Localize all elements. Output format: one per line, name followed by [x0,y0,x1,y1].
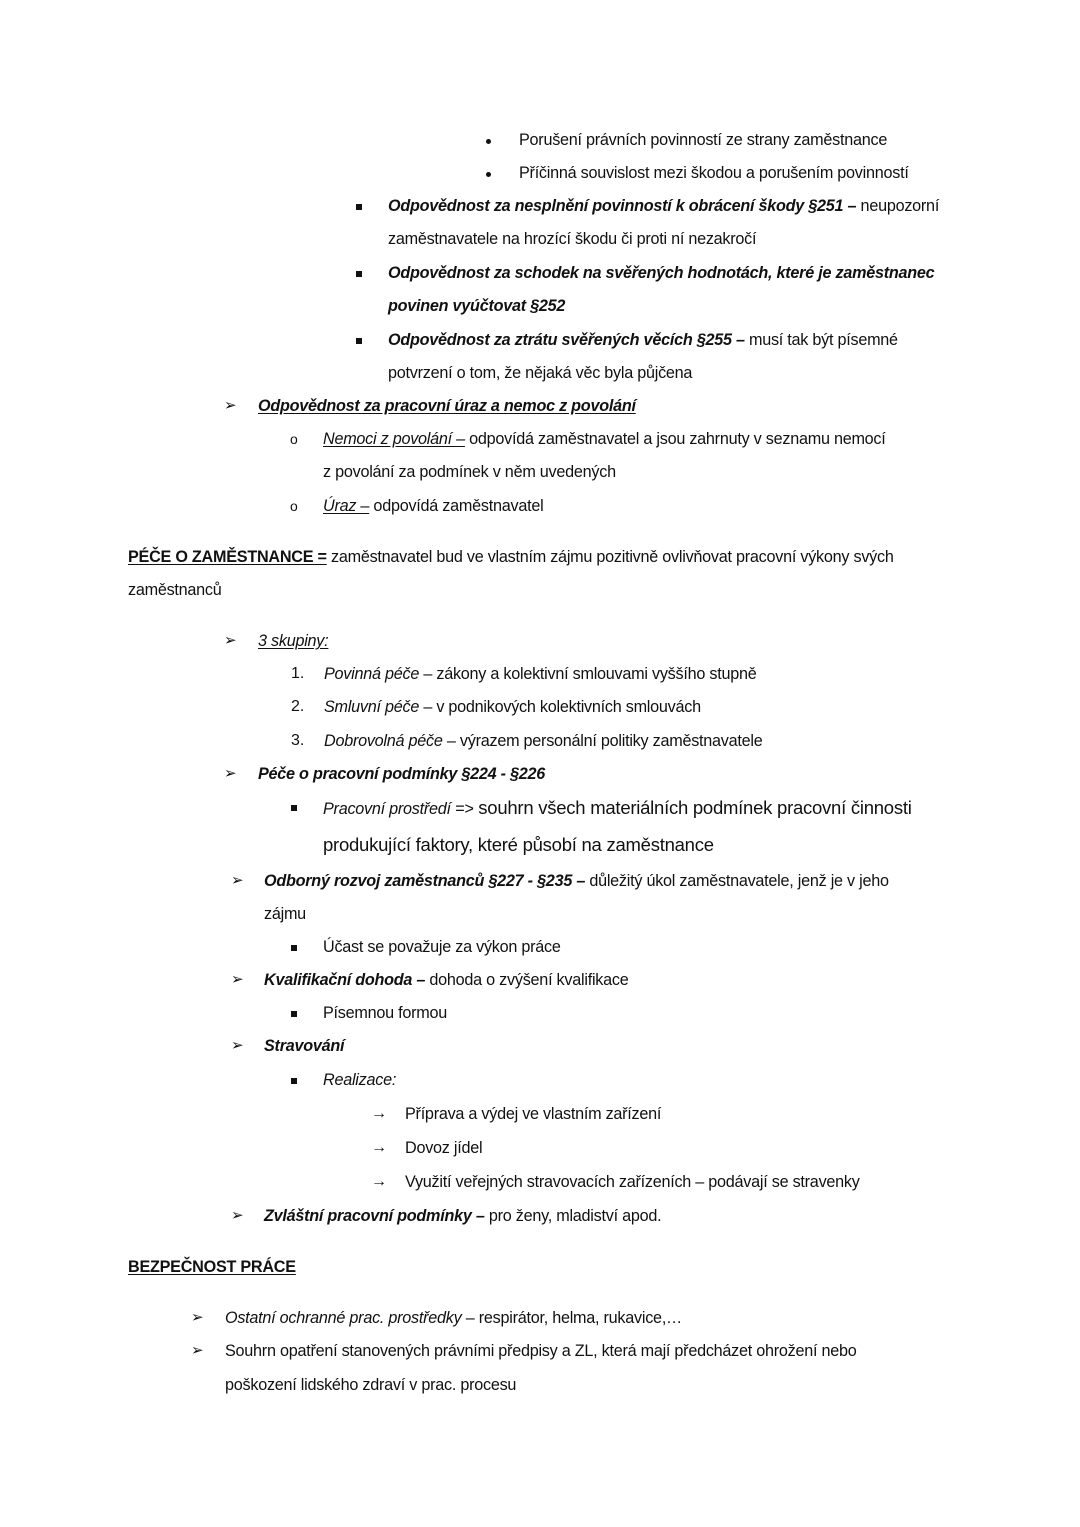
item-text-cont: potvrzení o tom, že nějaká věc byla půjčena [388,364,693,382]
square-bullet-icon [356,263,362,283]
list-item: Účast se považuje za výkon práce [323,938,561,956]
subsection-heading: Zvláštní pracovní podmínky – [264,1207,485,1225]
square-bullet-icon [356,330,362,350]
item-text-cont: poškození lidského zdraví v prac. procesu [225,1376,517,1394]
item-term: Nemoci z povolání – [323,430,465,448]
list-item [388,196,939,216]
square-bullet-icon [356,196,362,216]
item-text-cont: z povolání za podmínek v něm uvedených [323,463,616,481]
item-term: Povinná péče [324,665,420,683]
list-number: 2. [291,698,305,715]
bullet-icon [486,163,491,183]
circle-bullet-icon: o [290,431,298,447]
square-bullet-icon [291,937,297,957]
item-text: odpovídá zaměstnavatel a jsou zahrnuty v seznamu nemocí [464,430,886,448]
item-term: Úraz – [323,497,370,515]
bullet-icon [486,130,491,150]
item-text-cont: zájmu [264,905,306,923]
circle-bullet-icon: o [290,498,298,514]
groups-heading: 3 skupiny: [258,632,329,650]
item-text: – respirátor, helma, rukavice,… [461,1309,682,1327]
item-text: musí tak být písemné [744,331,898,349]
list-item: Využití veřejných stravovacích zařízeních – podávají se stravenky [405,1173,860,1191]
list-item [323,496,543,516]
item-text: – zákony a kolektivní smlouvami vyššího stupně [419,665,757,683]
item-term: Pracovní prostředí => [323,800,474,818]
section-heading: BEZPEČNOST PRÁCE [128,1258,296,1276]
list-item: Příprava a výdej ve vlastním zařízení [405,1105,662,1123]
square-bullet-icon [291,1003,297,1023]
section-heading: Odpovědnost za pracovní úraz a nemoc z povolání [258,397,636,415]
arrow-right-icon: → [371,1173,387,1190]
list-item: Příčinná souvislost mezi škodou a porušením povinností [519,164,909,182]
item-title-cont: povinen vyúčtovat §252 [388,297,566,315]
list-number: 1. [291,665,305,682]
list-number: 3. [291,732,305,749]
item-title: Odpovědnost za schodek na svěřených hodnotách, které je zaměstnanec [388,264,935,282]
item-text: dohoda o zvýšení kvalifikace [425,971,629,989]
arrow-right-icon: → [371,1105,387,1122]
subsection-heading: Odborný rozvoj zaměstnanců §227 - §235 – [264,872,586,890]
list-item [388,330,898,350]
item-text: odpovídá zaměstnavatel [369,497,544,515]
list-item: Písemnou formou [323,1004,448,1022]
item-term: Dobrovolná péče [324,732,443,750]
arrowhead-bullet-icon: ➢ [224,765,237,782]
arrowhead-bullet-icon: ➢ [224,397,237,414]
list-item [264,871,889,891]
item-term: Ostatní ochranné prac. prostředky [225,1309,462,1327]
list-item: Porušení právních povinností ze strany zaměstnance [519,131,888,149]
definition-text: zaměstnavatel bud ve vlastním zájmu pozitivně ovlivňovat pracovní výkony svých [326,548,894,566]
list-item: Dovoz jídel [405,1139,483,1157]
list-item [225,1308,682,1328]
item-text: – výrazem personální politiky zaměstnavatele [442,732,763,750]
item-text: pro ženy, mladiství apod. [484,1207,662,1225]
item-text-cont: zaměstnavatele na hrozící škodu či proti ní nezakročí [388,230,757,248]
square-bullet-icon [291,797,297,817]
list-item [323,429,886,449]
list-item [264,1206,661,1226]
definition-text-cont: zaměstnanců [128,581,222,599]
item-term: Smluvní péče [324,698,420,716]
list-item [324,697,701,717]
subsection-heading: Kvalifikační dohoda – [264,971,426,989]
list-item [324,731,763,751]
square-bullet-icon [291,1070,297,1090]
arrow-right-icon: → [371,1139,387,1156]
list-item: Realizace: [323,1071,397,1089]
section-heading: PÉČE O ZAMĚSTNANCE = [128,548,327,566]
arrowhead-bullet-icon: ➢ [191,1309,204,1326]
item-text: důležitý úkol zaměstnavatele, jenž je v jeho [585,872,889,890]
list-item [323,796,912,820]
item-text: – v podnikových kolektivních smlouvách [419,698,701,716]
care-definition [128,547,894,567]
arrowhead-bullet-icon: ➢ [231,1207,244,1224]
arrowhead-bullet-icon: ➢ [191,1342,204,1359]
item-title: Odpovědnost za ztrátu svěřených věcích §255 – [388,331,745,349]
arrowhead-bullet-icon: ➢ [224,632,237,649]
arrowhead-bullet-icon: ➢ [231,971,244,988]
list-item [264,970,628,990]
item-title: Odpovědnost za nesplnění povinností k obrácení škody §251 – [388,197,857,215]
list-item: Souhrn opatření stanovených právními předpisy a ZL, která mají předcházet ohrožení nebo [225,1342,857,1360]
item-text-cont: produkující faktory, které působí na zaměstnance [323,834,714,855]
item-text: souhrn všech materiálních podmínek pracovní činnosti [473,797,912,818]
list-item [324,664,756,684]
subsection-heading: Péče o pracovní podmínky §224 - §226 [258,765,546,783]
subsection-heading: Stravování [264,1037,345,1055]
arrowhead-bullet-icon: ➢ [231,1037,244,1054]
arrowhead-bullet-icon: ➢ [231,872,244,889]
item-text: neupozorní [856,197,940,215]
